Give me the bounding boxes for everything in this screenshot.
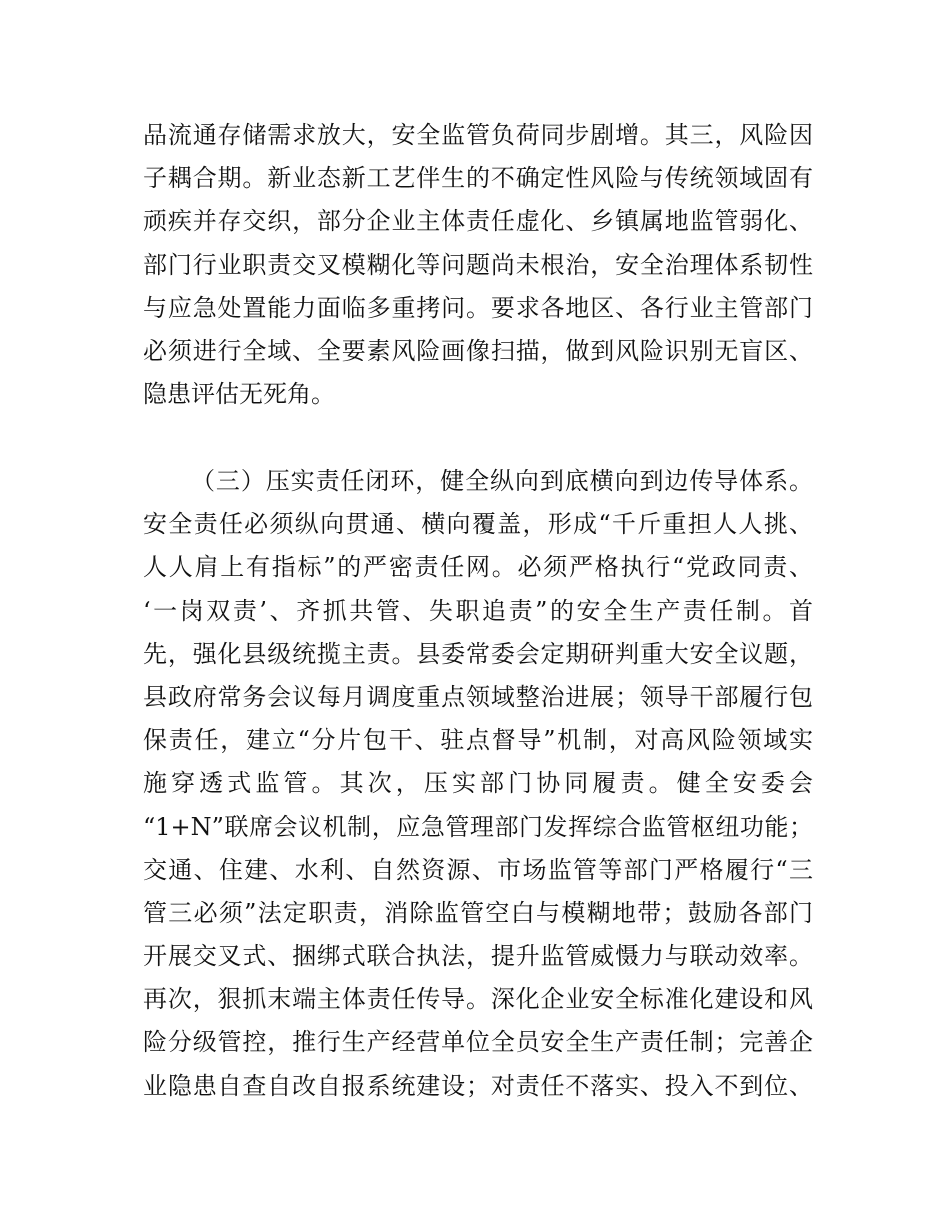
paragraph-line: 隐患评估无死角。 bbox=[143, 380, 335, 409]
paragraph-line: 开展交叉式、捆绑式联合执法，提升监管威慑力与联动效率。 bbox=[143, 942, 813, 971]
paragraph-line: 再次，狠抓末端主体责任传导。深化企业安全标准化建设和风 bbox=[143, 985, 813, 1014]
paragraph-line: 必须进行全域、全要素风险画像扫描，做到风险识别无盲区、 bbox=[143, 336, 813, 365]
paragraph-line: 险分级管控，推行生产经营单位全员安全生产责任制；完善企 bbox=[143, 1028, 813, 1057]
paragraph-line: 业隐患自查自改自报系统建设；对责任不落实、投入不到位、 bbox=[143, 1071, 813, 1100]
paragraph-line: 先，强化县级统揽主责。县委常委会定期研判重大安全议题， bbox=[143, 639, 813, 668]
paragraph-line: 管三必须”法定职责，消除监管空白与模糊地带；鼓励各部门 bbox=[143, 898, 813, 927]
section-heading-line: （三）压实责任闭环，健全纵向到底横向到边传导体系。 bbox=[191, 467, 813, 495]
paragraph-line: 县政府常务会议每月调度重点领域整治进展；领导干部履行包 bbox=[143, 682, 813, 711]
paragraph-line: 品流通存储需求放大，安全监管负荷同步剧增。其三，风险因 bbox=[143, 121, 813, 149]
paragraph-line: 部门行业职责交叉模糊化等问题尚未根治，安全治理体系韧性 bbox=[143, 250, 813, 279]
paragraph-line: 安全责任必须纵向贯通、横向覆盖，形成“千斤重担人人挑、 bbox=[143, 510, 813, 539]
paragraph-line: 与应急处置能力面临多重拷问。要求各地区、各行业主管部门 bbox=[143, 293, 813, 322]
paragraph-line: 人人肩上有指标”的严密责任网。必须严格执行“党政同责、 bbox=[143, 553, 813, 582]
paragraph-line: 保责任，建立“分片包干、驻点督导”机制，对高风险领域实 bbox=[143, 726, 813, 755]
paragraph-1 bbox=[143, 114, 813, 416]
paragraph-line: 交通、住建、水利、自然资源、市场监管等部门严格履行“三 bbox=[143, 855, 813, 884]
paragraph-line: 顽疾并存交织，部分企业主体责任虚化、乡镇属地监管弱化、 bbox=[143, 207, 813, 236]
paragraph-line: “1+N”联席会议机制，应急管理部门发挥综合监管枢纽功能； bbox=[143, 812, 813, 841]
paragraph-line: ‘一岗双责’、齐抓共管、失职追责”的安全生产责任制。首 bbox=[143, 596, 813, 625]
paragraph-line: 子耦合期。新业态新工艺伴生的不确定性风险与传统领域固有 bbox=[143, 164, 813, 193]
paragraph-line: 施穿透式监管。其次，压实部门协同履责。健全安委会 bbox=[143, 769, 813, 798]
paragraph-2 bbox=[143, 460, 813, 1108]
